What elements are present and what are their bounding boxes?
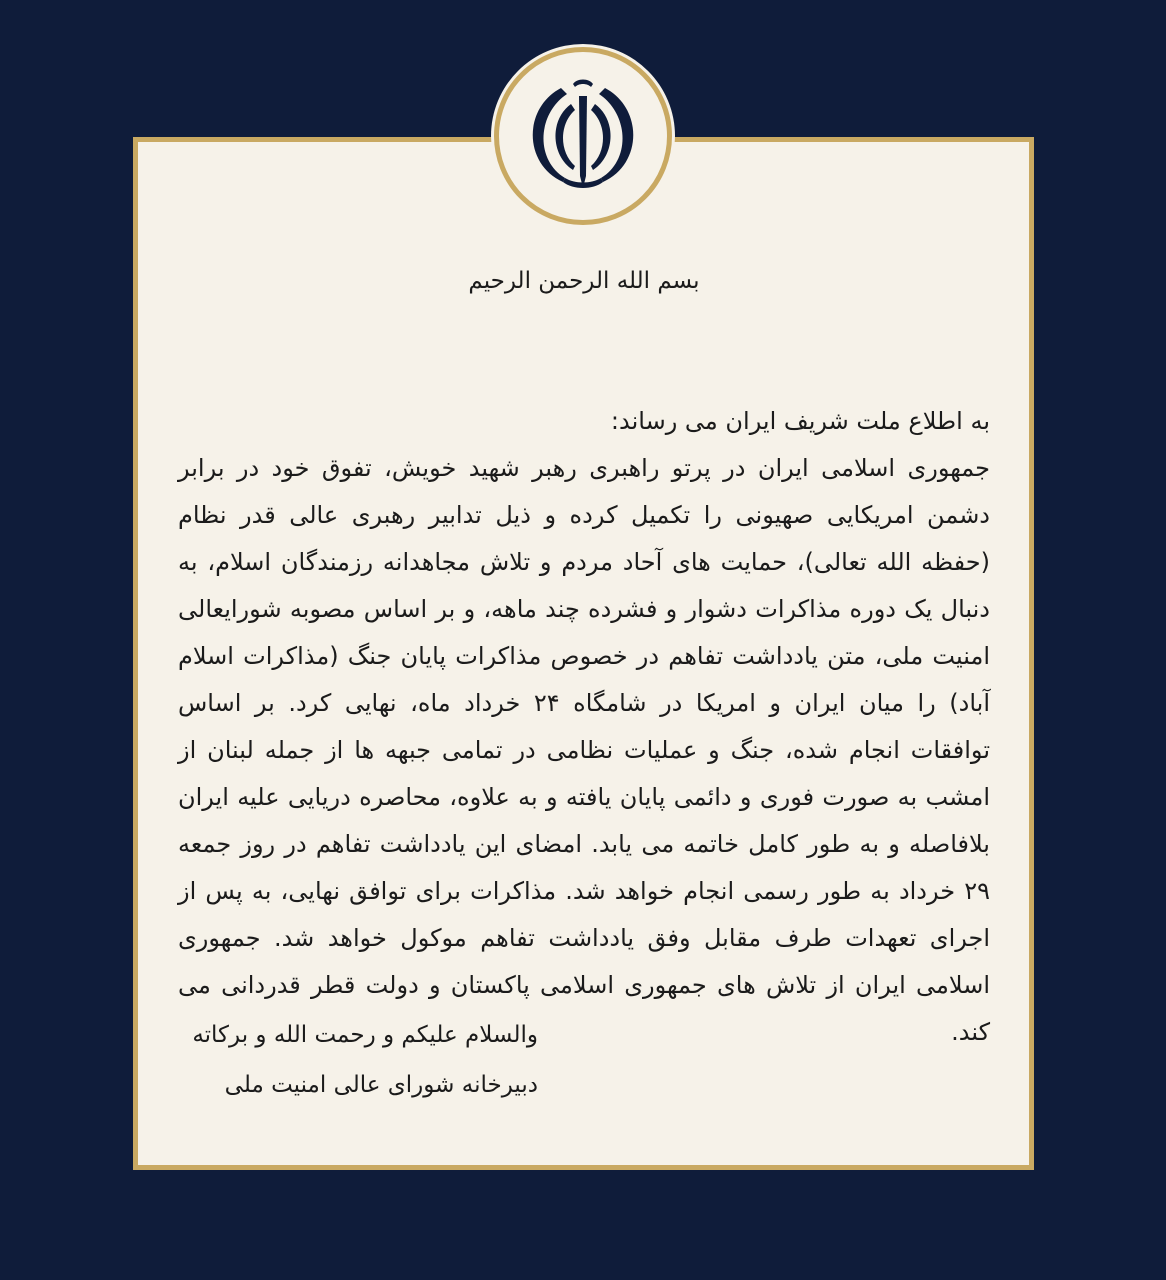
statement-intro: به اطلاع ملت شریف ایران می رساند: [610, 407, 990, 435]
iran-emblem-icon [513, 66, 653, 206]
statement-body: جمهوری اسلامی ایران در پرتو راهبری رهبر شهید خویش، تفوق خود در برابر دشمن امریکایی صهیونی را تکمیل کرده و ذیل تدابیر رهبری عالی قدر نظام (حفظه الله تعالی)، حمایت های آحاد مردم و تلاش مجاهدانه رزمندگان اسلام، به دنبال یک دوره مذاکرات دشوار و فشرده چند ماهه، و بر اساس مصوبه شورایعالی امنیت ملی، متن یادداشت تفاهم در خصوص مذاکرات پایان جنگ (مذاکرات اسلام آباد) را میان ایران و امریکا در شامگاه ۲۴ خرداد ماه، نهایی کرد. بر اساس توافقات انجام شده، جنگ و عملیات نظامی در تمامی جبهه ها از جمله لبنان از امشب به صورت فوری و دائمی پایان یافته و به علاوه، محاصره دریایی علیه ایران بلافاصله و به طور کامل خاتمه می یابد. امضای این یادداشت تفاهم در روز جمعه ۲۹ خرداد به طور رسمی انجام خواهد شد. مذاکرات برای توافق نهایی، به پس از اجرای تعهدات طرف مقابل وفق یادداشت تفاهم موکول خواهد شد. جمهوری اسلامی ایران از تلاش های جمهوری اسلامی پاکستان و دولت قطر قدردانی می کند. [178, 454, 990, 1046]
emblem-badge [494, 47, 672, 225]
signature-line: دبیرخانه شورای عالی امنیت ملی [224, 1072, 538, 1098]
basmala-heading: بسم الله الرحمن الرحیم [468, 268, 700, 294]
closing-salutation: والسلام علیکم و رحمت الله و برکاته [192, 1022, 538, 1048]
statement-document [178, 250, 990, 1056]
statement-closing [178, 1010, 538, 1110]
